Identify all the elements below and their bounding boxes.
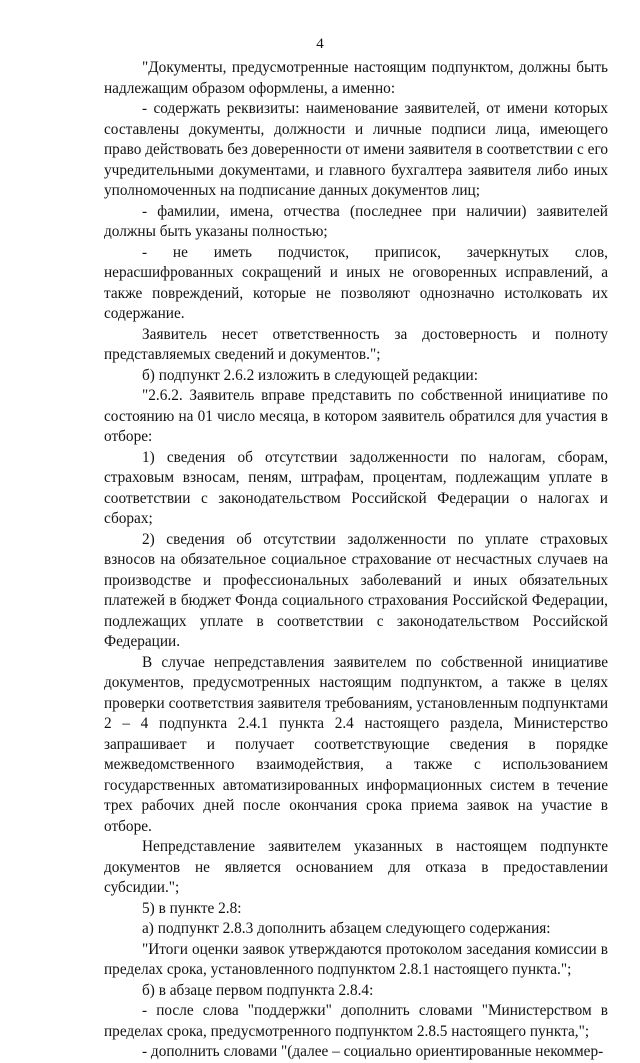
document-body: [104, 58, 608, 1063]
paragraph: "2.6.2. Заявитель вправе представить по собственной инициативе по состоянию на 01 число месяца, в котором заявитель обратился для участия в отборе:: [104, 387, 608, 445]
paragraph: Непредставление заявителем указанных в настоящем подпункте документов не является основанием для отказа в предоставлении субсидии.";: [104, 838, 608, 896]
paragraph: 5) в пункте 2.8:: [142, 899, 242, 917]
paragraph: "Документы, предусмотренные настоящим подпунктом, должны быть надлежащим образом оформлены, а именно:: [104, 59, 608, 97]
page-number: 4: [316, 36, 324, 52]
paragraph: - дополнить словами "(далее – социально ориентированные некоммер-: [142, 1043, 604, 1060]
paragraph: - после слова "поддержки" дополнить словами "Министерством в пределах срока, предусмотренного подпунктом 2.8.5 настоящего пункта,";: [104, 1002, 608, 1040]
paragraph: - не иметь подчисток, приписок, зачеркнутых слов, нерасшифрованных сокращений и иных не оговоренных исправлений, а также повреждений, которые не позволяют однозначно истолковать их содержание.: [104, 243, 608, 322]
paragraph: В случае непредставления заявителем по собственной инициативе документов, предусмотренных настоящим подпунктом, а также в целях проверки соответствия заявителя требованиям, установленным подпунктами 2 – 4 подпункта 2.4.1 пункта 2.4 настоящего раздела, Министерство запрашивает и получает соответствующие сведения в порядке межведомственного взаимодействия, а также с использованием государственных автоматизированных информационных систем в течение трех рабочих дней после окончания срока приема заявок на участие в отборе.: [104, 653, 608, 835]
paragraph: - фамилии, имена, отчества (последнее при наличии) заявителей должны быть указаны полностью;: [104, 202, 608, 240]
paragraph: б) подпункт 2.6.2 изложить в следующей редакции:: [142, 366, 478, 384]
paragraph: б) в абзаце первом подпункта 2.8.4:: [142, 981, 374, 999]
paragraph: 1) сведения об отсутствии задолженности по налогам, сборам, страховым взносам, пеням, штрафам, процентам, подлежащим уплате в соответствии с законодательством Российской Федерации о налогах и сборах;: [104, 448, 608, 527]
paragraph: Заявитель несет ответственность за достоверность и полноту представляемых сведений и документов.";: [104, 325, 608, 363]
paragraph: "Итоги оценки заявок утверждаются протоколом заседания комиссии в пределах срока, установленного подпунктом 2.8.1 настоящего пункта.";: [104, 940, 608, 978]
paragraph: 2) сведения об отсутствии задолженности по уплате страховых взносов на обязательное социальное страхование от несчастных случаев на производстве и профессиональных заболеваний и иных обязательных платежей в бюджет Фонда социального страхования Российской Федерации, подлежащих уплате в соответствии с законодательством Российской Федерации.: [104, 530, 608, 650]
paragraph: а) подпункт 2.8.3 дополнить абзацем следующего содержания:: [142, 920, 551, 937]
paragraph: - содержать реквизиты: наименование заявителей, от имени которых составлены документы, должности и личные подписи лица, имеющего право действовать без доверенности от имени заявителя в соответствии с его учредительными документами, и главного бухгалтера заявителя либо иных уполномоченных на подписание данных документов лиц;: [104, 100, 608, 199]
